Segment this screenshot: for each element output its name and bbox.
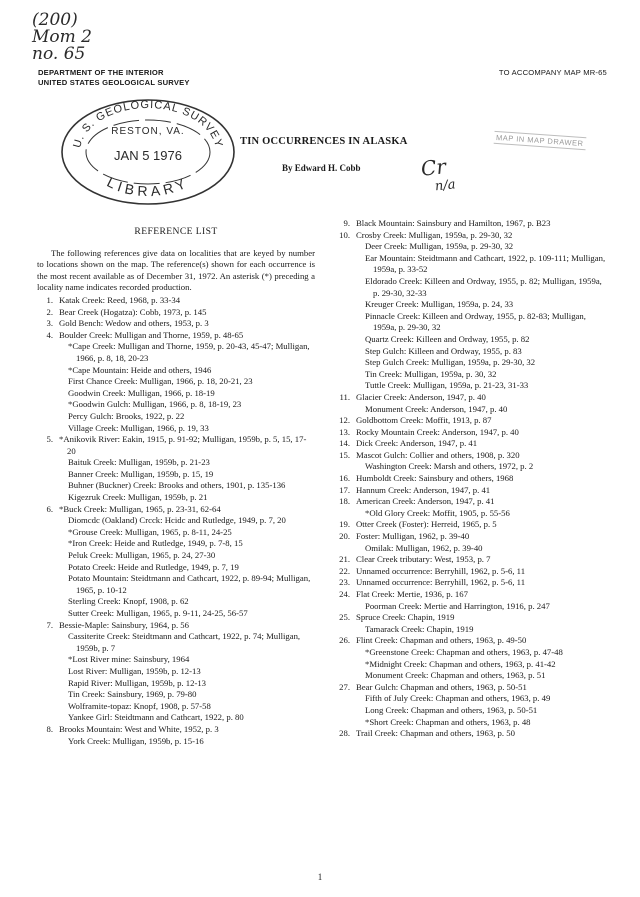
- entry-locality: Gold Bench: Wedow and others, 1953, p. 3: [59, 318, 209, 329]
- author-line: By Edward H. Cobb: [282, 163, 361, 173]
- reference-entry: [37, 295, 315, 307]
- reference-entries-right: [334, 218, 608, 740]
- entry-sub-locality: Tin Creek: Mulligan, 1959a, p. 30, 32: [365, 368, 497, 379]
- entry-sub-locality: Kreuger Creek: Mulligan, 1959a, p. 24, 33: [365, 299, 514, 310]
- reference-entry: [334, 554, 608, 566]
- entry-sub-locality: *Goodwin Gulch: Mulligan, 1966, p. 8, 18-19, 23: [68, 399, 242, 410]
- entry-sub-locality: Potato Mountain: Steidtmann and Cathcart, 1922, p. 89-94; Mulligan, 1965, p. 10-12: [68, 573, 311, 595]
- entry-sub-locality: Quartz Creek: Killeen and Ordway, 1955, p. 82: [365, 333, 530, 344]
- reference-entry: [334, 473, 608, 485]
- entry-sub-locality: Monument Creek: Chapman and others, 1963, p. 51: [365, 670, 546, 681]
- handwritten-line: no. 65: [32, 44, 86, 64]
- reference-list-heading: REFERENCE LIST: [134, 226, 218, 237]
- entry-number: 27.: [339, 681, 350, 692]
- reference-entry: [334, 230, 608, 392]
- entry-sub-locality: Baituk Creek: Mulligan, 1959b, p. 21-23: [68, 457, 210, 468]
- reference-entries-left: [37, 295, 315, 747]
- reference-entry: [334, 415, 608, 427]
- reference-entry: [334, 427, 608, 439]
- entry-number: 1.: [46, 294, 53, 305]
- entry-sub-locality: Fifth of July Creek: Chapman and others, 1963, p. 49: [365, 693, 551, 704]
- entry-locality: Black Mountain: Sainsbury and Hamilton, 1967, p. B23: [356, 218, 551, 228]
- handwritten-line: n/a: [434, 177, 457, 195]
- entry-sub-locality: Rapid River: Mulligan, 1959b, p. 12-13: [68, 677, 207, 688]
- entry-locality: Humboldt Creek: Sainsbury and others, 1968: [356, 473, 514, 484]
- entry-number: 5.: [46, 434, 53, 445]
- entry-locality: Flat Creek: Mertie, 1936, p. 167: [356, 589, 468, 599]
- entry-sub-locality: Poorman Creek: Mertie and Harrington, 1916, p. 247: [365, 600, 550, 611]
- entry-locality: Unnamed occurrence: Berryhill, 1962, p. 5-6, 11: [356, 565, 526, 576]
- entry-sub-locality: Omilak: Mulligan, 1962, p. 39-40: [365, 542, 483, 553]
- map-drawer-stamp: MAP IN MAP DRAWER: [494, 131, 586, 150]
- entry-locality: Goldbottom Creek: Moffit, 1913, p. 87: [356, 415, 492, 426]
- entry-sub-locality: Buhner (Buckner) Creek: Brooks and others, 1901, p. 135-136: [68, 480, 286, 491]
- entry-sub-locality: *Lost River mine: Sainsbury, 1964: [68, 654, 190, 665]
- entry-locality: *Buck Creek: Mulligan, 1965, p. 23-31, 62-64: [59, 503, 221, 514]
- entry-locality: Brooks Mountain: West and White, 1952, p. 3: [59, 723, 219, 734]
- entry-number: 14.: [339, 438, 350, 449]
- entry-sub-locality: Peluk Creek: Mulligan, 1965, p. 24, 27-30: [68, 550, 216, 561]
- library-stamp: [58, 94, 238, 206]
- page-number: 1: [317, 872, 323, 882]
- handwritten-annotation: [420, 156, 456, 197]
- reference-entry: [334, 635, 608, 681]
- entry-sub-locality: Cassiterite Creek: Steidtmann and Cathcart, 1922, p. 74; Mulligan, 1959b, p. 7: [68, 631, 301, 653]
- entry-number: 4.: [46, 329, 53, 340]
- reference-entry: [334, 485, 608, 497]
- entry-number: 8.: [46, 723, 53, 734]
- survey-line: UNITED STATES GEOLOGICAL SURVEY: [38, 78, 190, 87]
- entry-sub-locality: *Short Creek: Chapman and others, 1963, p. 48: [365, 716, 531, 727]
- entry-number: 23.: [339, 577, 350, 588]
- reference-entry: [37, 330, 315, 434]
- entry-locality: Flint Creek: Chapman and others, 1963, p. 49-50: [356, 635, 527, 646]
- reference-entry: [334, 566, 608, 578]
- reference-entry: [334, 218, 608, 230]
- entry-sub-locality: *Old Glory Creek: Moffit, 1905, p. 55-56: [365, 507, 510, 518]
- entry-number: 7.: [46, 619, 53, 630]
- reference-entry: [37, 434, 315, 504]
- reference-entry: [37, 318, 315, 330]
- entry-sub-locality: Tuttle Creek: Mulligan, 1959a, p. 21-23, 31-33: [365, 380, 529, 391]
- handwritten-line: Mom 2: [32, 27, 92, 47]
- entry-locality: Crosby Creek: Mulligan, 1959a, p. 29-30, 32: [356, 229, 513, 240]
- entry-number: 16.: [339, 473, 350, 484]
- entry-sub-locality: Sutter Creek: Mulligan, 1965, p. 9-11, 24-25, 56-57: [68, 608, 248, 618]
- entry-sub-locality: Step Gulch: Killeen and Ordway, 1955, p. 83: [365, 345, 522, 356]
- stamp-arc-top-text: U. S. GEOLOGICAL SURVEY: [71, 98, 225, 150]
- reference-entry: [334, 682, 608, 728]
- reference-entry: [334, 577, 608, 589]
- entry-locality: Mascot Gulch: Collier and others, 1908, p. 320: [356, 449, 520, 460]
- handwritten-line: (200): [32, 10, 78, 30]
- entry-sub-locality: Village Creek: Mulligan, 1966, p. 19, 33: [68, 422, 209, 433]
- entry-sub-locality: *Midnight Creek: Chapman and others, 1963, p. 41-42: [365, 658, 556, 669]
- reference-column-right: [334, 218, 608, 740]
- entry-number: 24.: [339, 589, 350, 599]
- entry-locality: Spruce Creek: Chapin, 1919: [356, 612, 455, 623]
- entry-locality: Katak Creek: Reed, 1968, p. 33-34: [59, 294, 181, 305]
- entry-sub-locality: Goodwin Creek: Mulligan, 1966, p. 18-19: [68, 387, 215, 398]
- entry-locality: Foster: Mulligan, 1962, p. 39-40: [356, 531, 470, 542]
- reference-entry: [334, 728, 608, 740]
- entry-locality: Bear Creek (Hogatza): Cobb, 1973, p. 145: [59, 306, 207, 317]
- entry-sub-locality: Tamarack Creek: Chapin, 1919: [365, 623, 474, 634]
- entry-sub-locality: Potato Creek: Heide and Rutledge, 1949, p. 7, 19: [68, 561, 239, 572]
- entry-sub-locality: *Greenstone Creek: Chapman and others, 1963, p. 47-48: [365, 646, 563, 657]
- entry-locality: Clear Creek tributary: West, 1953, p. 7: [356, 554, 491, 565]
- reference-entry: [334, 392, 608, 415]
- handwritten-line: Cr: [419, 154, 448, 181]
- entry-number: 6.: [46, 503, 53, 514]
- reference-column-left: [37, 226, 315, 747]
- entry-locality: Dick Creek: Anderson, 1947, p. 41: [356, 438, 478, 449]
- entry-locality: Rocky Mountain Creek: Anderson, 1947, p. 40: [356, 426, 519, 437]
- reference-entry: [37, 307, 315, 319]
- entry-sub-locality: Banner Creek: Mulligan, 1959b, p. 15, 19: [68, 468, 214, 479]
- entry-sub-locality: *Iron Creek: Heide and Rutledge, 1949, p. 7-8, 15: [68, 538, 243, 549]
- reference-entry: [37, 724, 315, 747]
- stamp-arc-bottom-text: LIBRARY: [104, 173, 192, 200]
- reference-entry: [334, 450, 608, 473]
- entry-sub-locality: Tin Creek: Sainsbury, 1969, p. 79-80: [68, 689, 197, 700]
- entry-number: 19.: [339, 519, 350, 530]
- document-title: TIN OCCURRENCES IN ALASKA: [240, 136, 408, 147]
- entry-number: 22.: [339, 565, 350, 576]
- stamp-date: JAN 5 1976: [114, 148, 182, 163]
- entry-sub-locality: Kigezruk Creek: Mulligan, 1959b, p. 21: [68, 492, 208, 503]
- entry-sub-locality: First Chance Creek: Mulligan, 1966, p. 18, 20-21, 23: [68, 376, 253, 387]
- entry-sub-locality: *Grouse Creek: Mulligan, 1965, p. 8-11, 24-25: [68, 526, 232, 537]
- intro-paragraph: The following references give data on localities that are keyed by number to locations shown on the map. The reference(s) shown for each occurrence is the most recent available as of December 31, 1972. An asterisk (*) preceding a locality name indicates recorded production.: [37, 247, 315, 293]
- entry-number: 25.: [339, 612, 350, 623]
- entry-sub-locality: Ear Mountain: Steidtmann and Cathcart, 1922, p. 109-111; Mulligan, 1959a, p. 33-52: [365, 252, 606, 275]
- entry-locality: Hannum Creek: Anderson, 1947, p. 41: [356, 484, 491, 495]
- entry-sub-locality: Percy Gulch: Brooks, 1922, p. 22: [68, 410, 185, 421]
- department-line: DEPARTMENT OF THE INTERIOR: [38, 68, 164, 77]
- entry-number: 13.: [339, 426, 350, 437]
- entry-locality: Glacier Creek: Anderson, 1947, p. 40: [356, 391, 486, 402]
- entry-number: 21.: [339, 554, 350, 565]
- entry-sub-locality: Yankee Girl: Steidtmann and Cathcart, 1922, p. 80: [68, 712, 244, 723]
- entry-sub-locality: Deer Creek: Mulligan, 1959a, p. 29-30, 32: [365, 241, 514, 252]
- reference-entry: [334, 531, 608, 554]
- entry-locality: Unnamed occurrence: Berryhill, 1962, p. 5-6, 11: [356, 577, 526, 588]
- handwritten-note-top-left: [32, 12, 92, 63]
- entry-number: 18.: [339, 496, 350, 507]
- entry-number: 15.: [339, 449, 350, 460]
- entry-number: 12.: [339, 415, 350, 426]
- entry-locality: Otter Creek (Foster): Herreid, 1965, p. 5: [356, 519, 497, 530]
- entry-number: 26.: [339, 635, 350, 646]
- reference-entry: [37, 504, 315, 620]
- reference-entry: [37, 620, 315, 724]
- map-reference-header: TO ACCOMPANY MAP MR-65: [498, 68, 607, 77]
- entry-locality: *Anikovik River: Eakin, 1915, p. 91-92; Mulligan, 1959b, p. 5, 15, 17-20: [59, 434, 307, 456]
- entry-locality: Bessie-Maple: Sainsbury, 1964, p. 56: [59, 619, 189, 630]
- entry-sub-locality: Monument Creek: Anderson, 1947, p. 40: [365, 403, 508, 414]
- reference-entry: [334, 438, 608, 450]
- entry-number: 28.: [339, 728, 350, 739]
- entry-locality: Boulder Creek: Mulligan and Thorne, 1959, p. 48-65: [59, 329, 244, 340]
- entry-sub-locality: Step Gulch Creek: Mulligan, 1959a, p. 29-30, 32: [365, 357, 536, 368]
- entry-sub-locality: Long Creek: Chapman and others, 1963, p. 50-51: [365, 704, 538, 715]
- reference-entry: [334, 519, 608, 531]
- entry-sub-locality: Diomcdc (Oakland) Crcck: Hcidc and Rutledge, 1949, p. 7, 20: [68, 515, 286, 526]
- entry-sub-locality: Pinnacle Creek: Killeen and Ordway, 1955, p. 82-83; Mulligan, 1959a, p. 29-30, 32: [365, 310, 586, 333]
- reference-entry: [334, 612, 608, 635]
- reference-entry: [334, 496, 608, 519]
- entry-sub-locality: Lost River: Mulligan, 1959b, p. 12-13: [68, 665, 201, 676]
- entry-sub-locality: Sterling Creek: Knopf, 1908, p. 62: [68, 596, 189, 607]
- entry-sub-locality: York Creek: Mulligan, 1959b, p. 15-16: [68, 735, 204, 746]
- department-header: [38, 68, 190, 88]
- entry-number: 20.: [339, 531, 350, 542]
- entry-locality: Bear Gulch: Chapman and others, 1963, p. 50-51: [356, 681, 527, 692]
- entry-sub-locality: Wolframite-topaz: Knopf, 1908, p. 57-58: [68, 700, 211, 711]
- entry-sub-locality: Washington Creek: Marsh and others, 1972, p. 2: [365, 461, 534, 472]
- entry-sub-locality: *Cape Mountain: Heide and others, 1946: [68, 364, 212, 375]
- entry-locality: American Creek: Anderson, 1947, p. 41: [356, 496, 495, 507]
- entry-number: 10.: [339, 229, 350, 240]
- entry-locality: Trail Creek: Chapman and others, 1963, p. 50: [356, 728, 515, 739]
- entry-number: 9.: [343, 218, 350, 228]
- reference-entry: [334, 589, 608, 612]
- entry-number: 2.: [46, 306, 53, 317]
- entry-sub-locality: Eldorado Creek: Killeen and Ordway, 1955, p. 82; Mulligan, 1959a, p. 29-30, 32-33: [365, 275, 602, 298]
- entry-number: 11.: [339, 391, 350, 402]
- entry-sub-locality: *Cape Creek: Mulligan and Thorne, 1959, p. 20-43, 45-47; Mulligan, 1966, p. 8, 18, 20-23: [68, 341, 310, 363]
- entry-number: 3.: [46, 318, 53, 329]
- entry-number: 17.: [339, 484, 350, 495]
- stamp-location: RESTON, VA.: [111, 126, 185, 137]
